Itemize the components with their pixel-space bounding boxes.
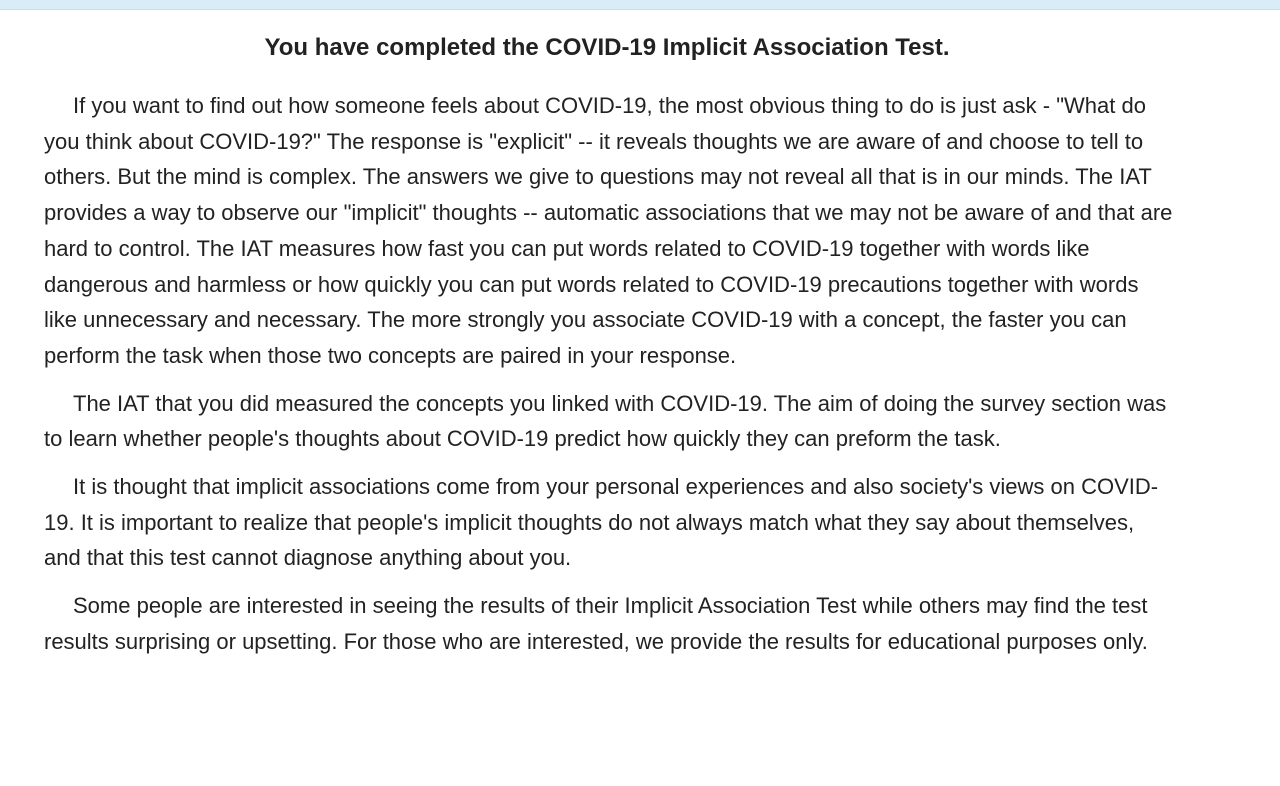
explanation-paragraph-3: It is thought that implicit associations come from your personal experiences and also society's views on COVID-19. It is important to realize that people's implicit thoughts do not always match what they say about themselves, and that this test cannot diagnose anything about you. — [44, 474, 1159, 571]
page-title: You have completed the COVID-19 Implicit Association Test. — [264, 34, 950, 61]
explanation-paragraph-2: The IAT that you did measured the concepts you linked with COVID-19. The aim of doing the survey section was to learn whether people's thoughts about COVID-19 predict how quickly they can preform the task. — [44, 390, 1167, 452]
explanation-paragraph-1: If you want to find out how someone feels about COVID-19, the most obvious thing to do is just ask - "What do you think about COVID-19?" The response is "explicit" -- it reveals thoughts we are aware of and choose to tell to others. But the mind is complex. The answers we give to questions may not reveal all that is in our minds. The IAT provides a way to observe our "implicit" thoughts -- automatic associations that we may not be aware of and that are hard to control. The IAT measures how fast you can put words related to COVID-19 together with words like dangerous and harmless or how quickly you can put words related to COVID-19 precautions together with words like unnecessary and necessary. The more strongly you associate COVID-19 with a concept, the faster you can perform the task when those two concepts are paired in your response. — [44, 93, 1173, 368]
top-header-strip — [0, 0, 1280, 10]
explanation-paragraph-4: Some people are interested in seeing the results of their Implicit Association Test while others may find the test results surprising or upsetting. For those who are interested, we provide the results for educational purposes only. — [44, 593, 1148, 654]
completion-message-panel — [44, 30, 1174, 672]
